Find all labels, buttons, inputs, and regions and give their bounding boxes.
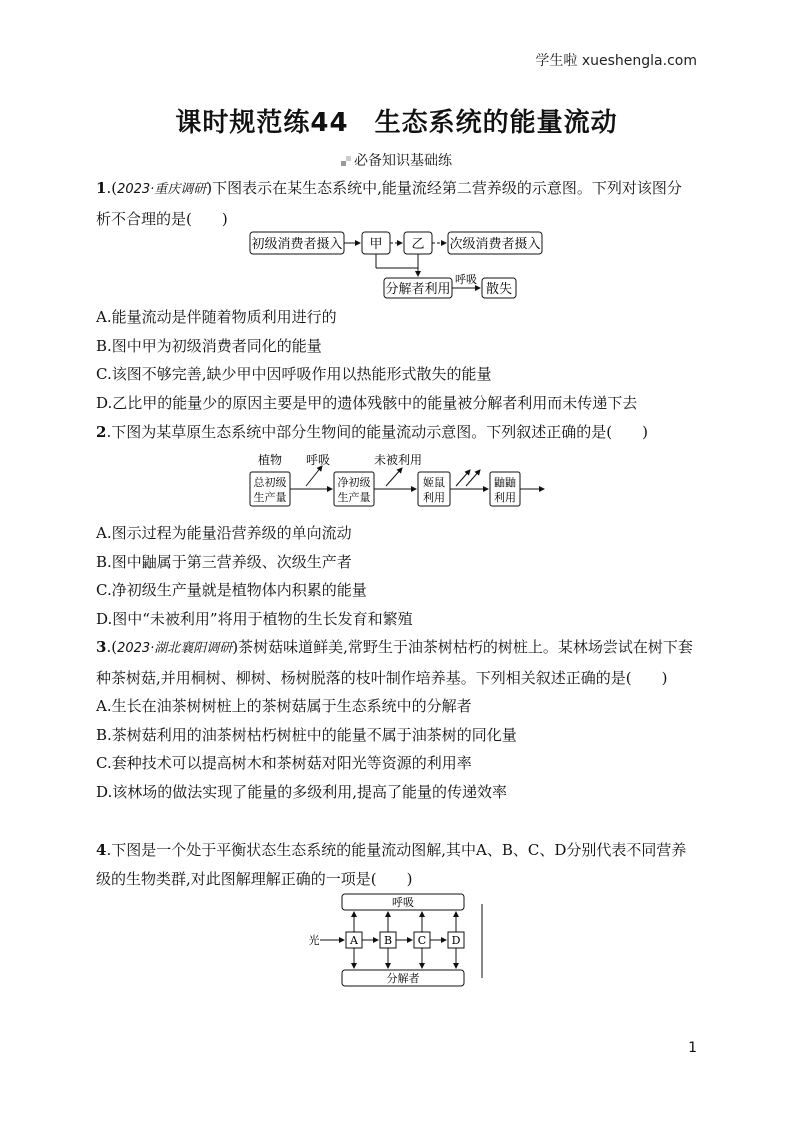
svg-text:利用: 利用 [423,491,445,504]
svg-text:呼吸: 呼吸 [305,453,331,467]
svg-text:乙: 乙 [411,237,425,252]
svg-text:生产量: 生产量 [253,491,287,504]
svg-text:C: C [417,934,427,947]
svg-text:植物: 植物 [257,453,283,467]
svg-text:利用: 利用 [494,491,516,504]
question-2-diagram [244,452,548,512]
question-4-diagram [308,892,488,988]
page-title: 课时规范练44 生态系统的能量流动 [175,108,618,138]
watermark: 学生啦 xueshengla.com [535,53,697,69]
question-3: 3.(2023·湖北襄阳调研)茶树菇味道鲜美,常野生于油茶树枯朽的树桩上。某林场尝试在树下套种茶树菇,并用桐树、柳树、杨树脱落的枝叶制作培养基。下列相关叙述正确的是( ) A.生长在油茶树树桩上的茶树菇属于生态系统中的分解者 B.茶树菇利用的油茶树枯朽树桩中的能量不属于油茶树的同化量 C.套种技术可以提高树木和茶树菇对阳光等资源的利用率 D.该林场的做法实现了能量的多级利用,提高了能量的传递效率 [96,633,696,806]
question-1-diagram [240,228,560,300]
svg-text:散失: 散失 [485,282,513,297]
section-heading: 必备知识基础练 [0,150,793,170]
question-1-options [96,303,696,417]
svg-text:A: A [350,934,358,947]
svg-text:未被利用: 未被利用 [373,453,423,467]
q1-option-c[interactable]: C.该图不够完善,缺少甲中因呼吸作用以热能形式散失的能量 [96,365,492,383]
q2-option-c[interactable]: C.净初级生产量就是植物体内积累的能量 [96,581,367,599]
question-2: 2.下图为某草原生态系统中部分生物间的能量流动示意图。下列叙述正确的是( ) [96,423,648,441]
q1-option-d[interactable]: D.乙比甲的能量少的原因主要是甲的遗体残骸中的能量被分解者利用而未传递下去 [96,393,638,412]
svg-text:甲: 甲 [369,237,383,252]
q3-option-b[interactable]: B.茶树菇利用的油茶树枯朽树桩中的能量不属于油茶树的同化量 [96,725,517,744]
q4-light-label: 光 [308,934,320,947]
svg-text:净初级: 净初级 [337,476,371,489]
svg-text:B: B [383,934,393,947]
svg-text:总初级: 总初级 [253,476,287,489]
q1-option-a[interactable]: A.能量流动是伴随着物质利用进行的 [96,308,337,326]
svg-text:D: D [451,934,461,947]
question-4: 4.下图是一个处于平衡状态生态系统的能量流动图解,其中A、B、C、D分别代表不同营养级的生物类群,对此图解理解正确的一项是( ) [96,841,687,888]
question-1: 1.(2023·重庆调研)下图表示在某生态系统中,能量流经第二营养级的示意图。下列对该图分析不合理的是( ) [96,179,682,228]
q3-option-d[interactable]: D.该林场的做法实现了能量的多级利用,提高了能量的传递效率 [96,782,508,801]
q1-option-b[interactable]: B.图中甲为初级消费者同化的能量 [96,336,322,355]
svg-text:姬鼠: 姬鼠 [423,476,445,489]
q2-option-b[interactable]: B.图中鼬属于第三营养级、次级生产者 [96,552,352,571]
q2-option-d[interactable]: D.图中“未被利用”将用于植物的生长发育和繁殖 [96,609,413,628]
svg-text:分解者: 分解者 [386,972,420,985]
q1-arrow-label: 呼吸 [455,273,477,286]
q2-option-a[interactable]: A.图示过程为能量沿营养级的单向流动 [96,524,352,542]
q3-option-a[interactable]: A.生长在油茶树树桩上的茶树菇属于生态系统中的分解者 [96,697,472,715]
page-number: 1 [688,1040,697,1056]
svg-text:分解者利用: 分解者利用 [385,282,451,297]
svg-text:生产量: 生产量 [337,491,371,504]
svg-text:呼吸: 呼吸 [392,896,414,909]
section-bullet-icon [341,156,351,166]
question-2-options [96,519,696,633]
q1-box-primary-intake-label: 初级消费者摄入 [251,237,343,252]
q3-option-c[interactable]: C.套种技术可以提高树木和茶树菇对阳光等资源的利用率 [96,754,472,772]
svg-text:鼬鼬: 鼬鼬 [494,476,516,489]
svg-text:次级消费者摄入: 次级消费者摄入 [449,237,541,252]
